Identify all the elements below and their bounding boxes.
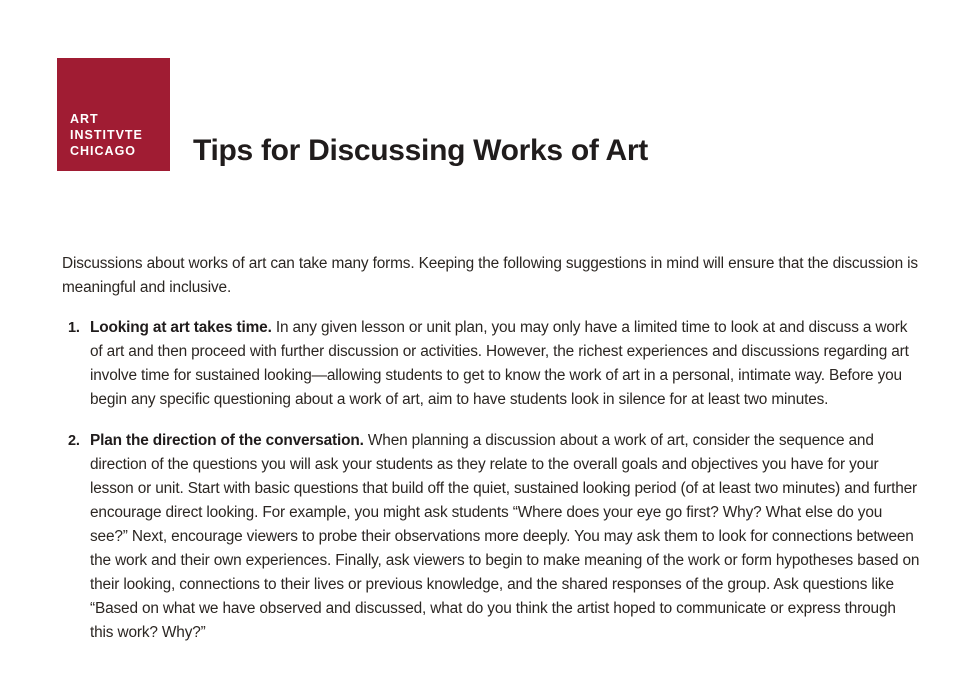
intro-paragraph: Discussions about works of art can take many forms. Keeping the following suggestions in mind will ensure that the discussion is meaningful and inclusive. — [62, 255, 918, 296]
list-item-body: When planning a discussion about a work of art, consider the sequence and direction of the questions you will ask your students as they relate to the overall goals and objectives you have for your lesson or unit. Start with basic questions that build off the quiet, sustained looking period (of at least two minutes) and further encourage direct looking. For example, you might ask students “Where does your eye go first? Why? What else do you see?” Next, encourage viewers to probe their observations more deeply. You may ask them to look for connections between the work and their own experiences. Finally, ask viewers to begin to make meaning of the work or form hypotheses based on their looking, connections to their lives or previous knowledge, and the shared responses of the group. Ask questions like “Based on what we have observed and discussed, what do you think the artist hoped to communicate or express through this work? Why?” — [90, 432, 920, 641]
page-title: Tips for Discussing Works of Art — [193, 134, 648, 168]
list-item-number: 2. — [68, 433, 80, 449]
list-item — [62, 316, 922, 412]
list-item-number: 1. — [68, 320, 80, 336]
list-item — [62, 429, 922, 645]
list-item-body: In any given lesson or unit plan, you may only have a limited time to look at and discuss a work of art and then proceed with further discussion or activities. However, the richest experiences and discussions regarding art involve time for sustained looking—allowing students to get to know the work of art in a personal, intimate way. Before you begin any specific questioning about a work of art, aim to have students look in silence for at least two minutes. — [90, 319, 909, 408]
logo-line-institvte: INSTITVTE — [70, 128, 143, 142]
document-header — [57, 58, 937, 178]
tips-list — [62, 316, 922, 645]
art-institute-chicago-logo — [57, 58, 170, 171]
list-item-lead: Looking at art takes time. — [90, 319, 272, 336]
list-item-lead: Plan the direction of the conversation. — [90, 432, 364, 449]
logo-line-art: ART — [70, 112, 99, 126]
logo-line-chicago: CHICAGO — [70, 144, 137, 158]
document-body — [62, 252, 922, 645]
